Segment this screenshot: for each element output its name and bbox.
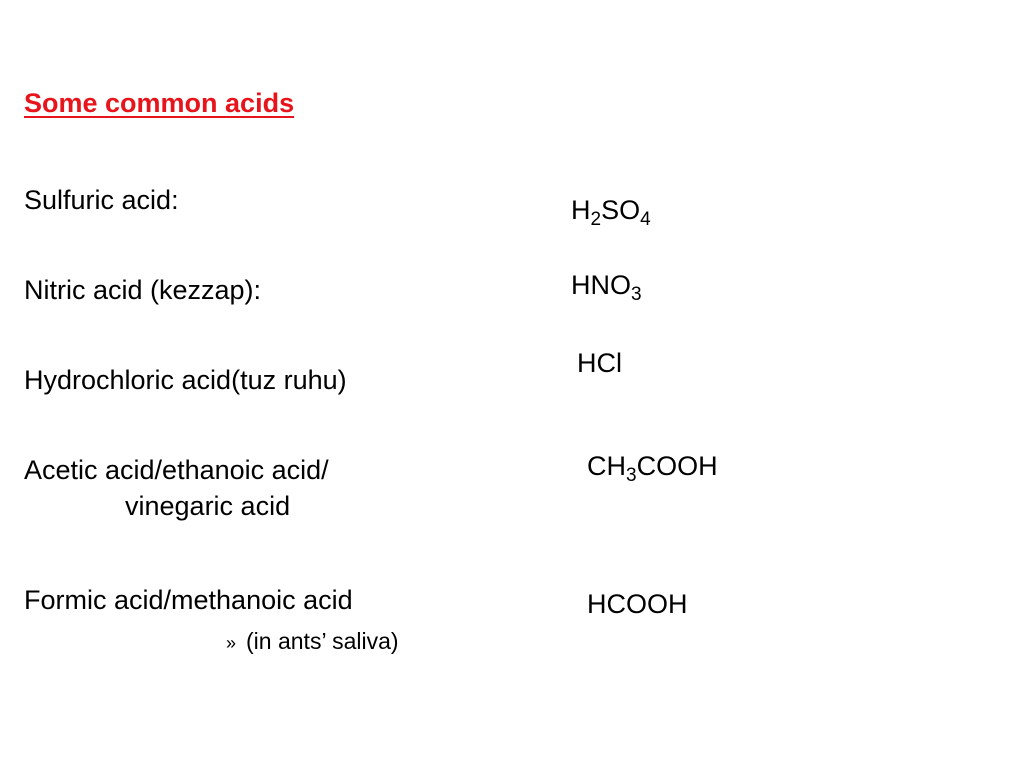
formula-subscript: 4 [640, 209, 651, 230]
note-bullet: » [226, 633, 237, 653]
acid-name-formic: Formic acid/methanoic acid [24, 585, 353, 615]
slide-title: Some common acids [24, 88, 295, 118]
formic-note [226, 628, 399, 655]
formula-part: CH [587, 451, 626, 481]
acid-name-hydrochloric: Hydrochloric acid(tuz ruhu) [24, 365, 347, 395]
formula-part: HCl [577, 348, 622, 378]
note-text: (in ants’ saliva) [246, 628, 399, 654]
formula-part: H [571, 195, 591, 225]
formula-subscript: 3 [626, 465, 637, 486]
formula-subscript: 2 [590, 209, 602, 230]
formula-subscript: 3 [631, 284, 642, 305]
acid-name-acetic-line1: Acetic acid/ethanoic acid/ [24, 455, 329, 485]
acid-name-acetic [24, 452, 329, 524]
formula-sulfuric [571, 195, 651, 230]
formula-part: SO [601, 195, 641, 225]
formula-nitric [571, 270, 642, 305]
formula-formic [587, 589, 688, 620]
formula-hydrochloric [577, 348, 622, 379]
acid-name-nitric: Nitric acid (kezzap): [24, 275, 262, 305]
acid-name-sulfuric: Sulfuric acid: [24, 185, 179, 215]
acid-name-acetic-line2: vinegaric acid [125, 491, 291, 521]
formula-part: COOH [636, 451, 718, 481]
formula-part: HNO [571, 270, 631, 300]
formula-acetic [587, 451, 718, 486]
formula-part: HCOOH [587, 589, 688, 619]
